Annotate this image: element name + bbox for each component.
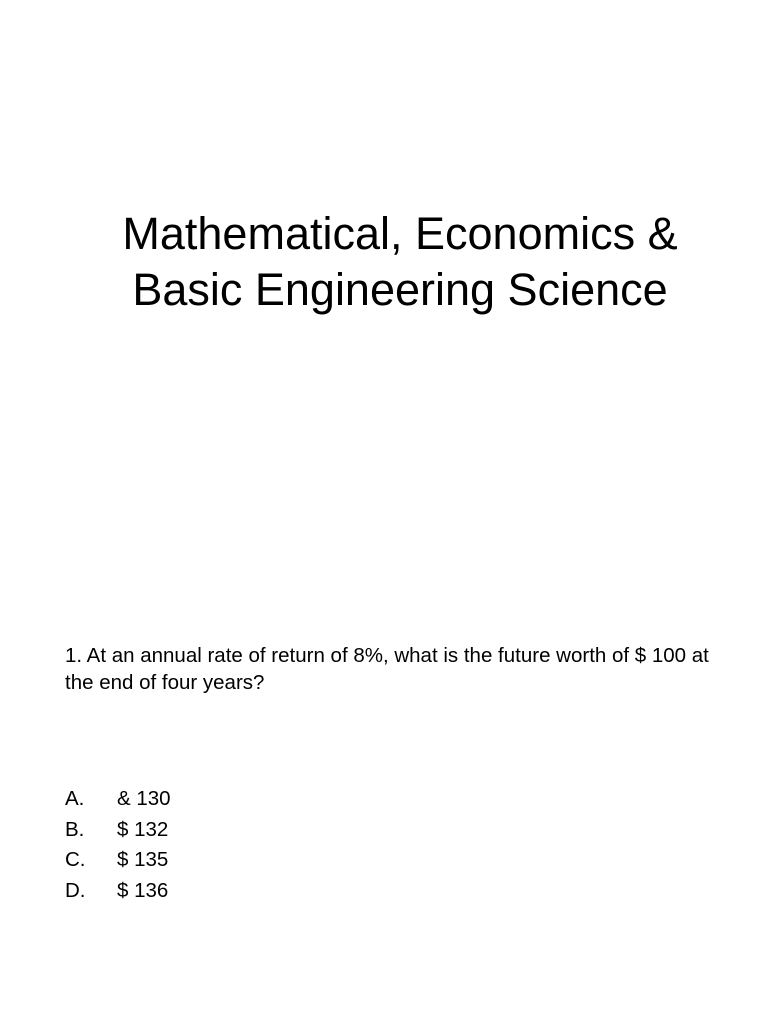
answer-options: [65, 784, 171, 907]
option-text: $ 132: [117, 817, 169, 841]
page-title-line-2: Basic Engineering Science: [132, 264, 668, 315]
option-text: & 130: [117, 787, 171, 810]
page-title: [0, 206, 768, 318]
option-letter: D.: [65, 879, 86, 903]
option-letter: C.: [65, 848, 86, 872]
option-c: [65, 845, 171, 876]
option-a: [65, 784, 171, 815]
option-text: $ 136: [117, 879, 169, 903]
option-letter: B.: [65, 817, 85, 841]
option-b: [65, 815, 171, 846]
option-letter: A.: [65, 787, 85, 810]
question-text: 1. At an annual rate of return of 8%, what is the future worth of $ 100 at the end of four years?: [65, 644, 709, 694]
option-text: $ 135: [117, 848, 169, 872]
page-title-line-1: Mathematical, Economics &: [122, 208, 678, 259]
option-d: [65, 876, 171, 907]
